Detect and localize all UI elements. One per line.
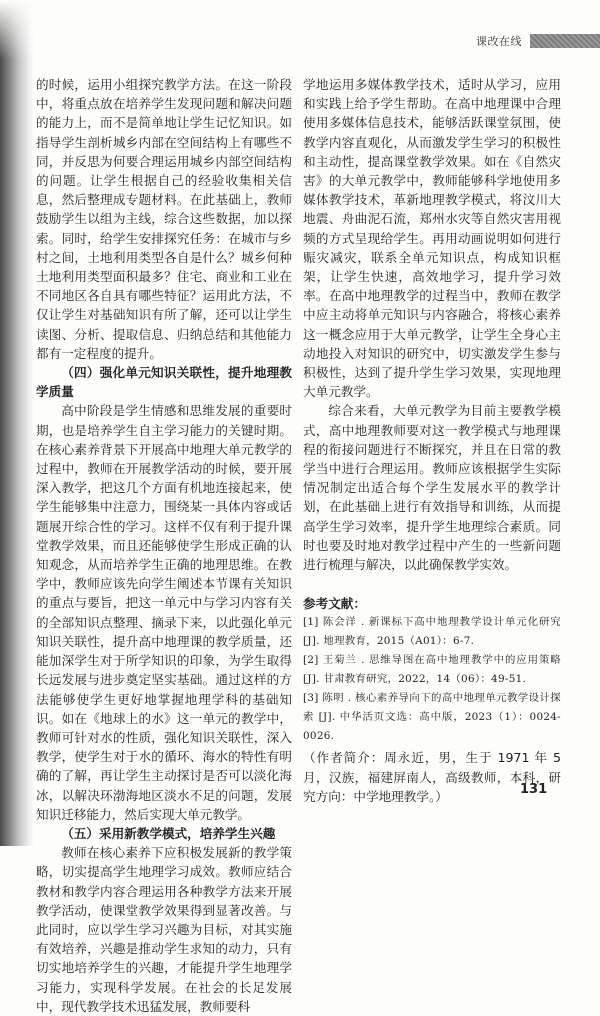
header-decoration-bar — [530, 34, 600, 48]
paragraph: 的时候，运用小组探究教学方法。在这一阶段中，将重点放在培养学生发现问题和解决问题的能力上，而不是简单地让学生记忆知识。如指导学生剖析城乡内部在空间结构上有哪些不同，并反思为何要合理运用城乡内部空间结构的问题。让学生根据自己的经验收集相关信息，然后整理成专题材料。在此基础上，教师鼓励学生以组为主线，综合这些数据，加以探索。同时，给学生安排探究任务：在城市与乡村之间，土地利用类型各自是什么？城乡何种土地利用类型面积最多？住宅、商业和工业在不同地区各自具有哪些特征？运用此方法，不仅让学生对基础知识有所了解，还可以让学生读图、分析、提取信息、归纳总结和其他能力都有一定程度的提升。 — [36, 77, 292, 361]
reference-item: [2] 王菊兰 . 思维导图在高中地理教学中的应用策略 [J]. 甘肃教育研究，2022，14（06）：49-51. — [303, 654, 561, 686]
page-number: 131 — [520, 782, 548, 797]
left-column — [36, 75, 292, 1016]
scan-shadow-fade — [0, 0, 34, 60]
section-heading-5: （五）采用新教学模式，培养学生兴趣 — [61, 825, 276, 841]
reference-item: [1] 陈会洋 . 新课标下高中地理教学设计单元化研究 [J]. 地理教育，2015（A01）：6-7. — [303, 616, 561, 648]
right-column — [303, 75, 561, 807]
section-heading-4: （四）强化单元知识关联性，提升地理教学质量 — [36, 365, 292, 400]
scan-shadow — [0, 0, 34, 846]
reference-item: [3] 陈明 . 核心素养导向下的高中地理单元教学设计探索 [J]. 中华活页文选：高中版，2023（1）：0024-0026. — [303, 692, 561, 743]
paragraph: 高中阶段是学生情感和思维发展的重要时期，也是培养学生自主学习能力的关键时期。在核心素养背景下开展高中地理大单元教学的过程中，教师在开展教学活动的时候，要开展深入教学，把这几个方面有机地连接起来，使学生能够集中注意力，围绕某一具体内容或话题展开综合性的学习。这样不仅有利于提升课堂教学效果，而且还能够使学生形成正确的认知观念，从而培养学生正确的地理思维。在教学中，教师应该先向学生阐述本节课有关知识的重点与要旨，把这一单元中与学习内容有关的全部知识点整理、摘录下来，以此强化单元知识关联性，提升高中地理课的教学质量，还能加深学生对于所学知识的印象，为学生取得长远发展与进步奠定坚实基础。通过这样的方法能够使学生更好地掌握地理学科的基础知识。如在《地球上的水》这一单元的教学中，教师可针对水的性质，强化知识关联性，深入教学，使学生对于水的循环、海水的特性有明确的了解，再让学生主动探讨是否可以淡化海冰，以解决环渤海地区淡水不足的问题，发展知识迁移能力，然后实现大单元教学。 — [36, 403, 292, 822]
paragraph: 教师在核心素养下应积极发展新的教学策略，切实提高学生地理学习成效。教师应结合教材和教学内容合理运用各种教学方法来开展教学活动，使课堂教学效果得到显著改善。与此同时，应以学生学习兴趣为目标，对其实施有效培养，兴趣是推动学生求知的动力，只有切实地培养学生的兴趣，才能提升学生地理学习能力，实现科学发展。在社会的长足发展中，现代教学技术迅猛发展，教师要科 — [36, 845, 292, 1014]
page-header — [476, 33, 600, 49]
references-title: 参考文献： — [303, 596, 366, 612]
conclusion-paragraph: 综合来看，大单元教学为目前主要教学模式，高中地理教师要对这一教学模式与地理课程的衔接问题进行不断探究，并且在日常的教学当中进行合理运用。教师应该根据学生实际情况制定出适合每个学生发展水平的教学计划，在此基础上进行有效指导和训练，从而提高学生学习效率，提升学生地理综合素质。同时也要及时地对教学过程中产生的一些新问题进行梳理与解决，以此确保教学实效。 — [303, 403, 561, 573]
author-bio: （作者简介：周永近，男，生于 1971 年 5 月，汉族，福建屏南人，高级教师，本科，研究方向：中学地理教学。） — [303, 750, 561, 805]
section-label: 课改在线 — [476, 35, 522, 48]
paragraph: 学地运用多媒体教学技术，适时从学习，应用和实践上给予学生帮助。在高中地理课中合理使用多媒体信息技术，能够活跃课堂氛围，使教学内容直观化，从而激发学生学习的积极性和主动性，提高课堂教学效果。如在《自然灾害》的大单元教学中，教师能够科学地使用多媒体教学技术，革新地理教学模式，将汶川大地震、舟曲泥石流，郑州水灾等自然灾害用视频的方式呈现给学生。再用动画说明如何进行赈灾减灾，联系全单元知识点，构成知识框架，让学生快速，高效地学习，提升学习效率。在高中地理教学的过程当中，教师在教学中应主动将单元知识与内容融合，将核心素养这一概念应用于大单元教学，让学生全身心主动地投入对知识的研究中，切实激发学生参与积极性，达到了提升学生学习效果，实现地理大单元教学。 — [303, 77, 561, 400]
